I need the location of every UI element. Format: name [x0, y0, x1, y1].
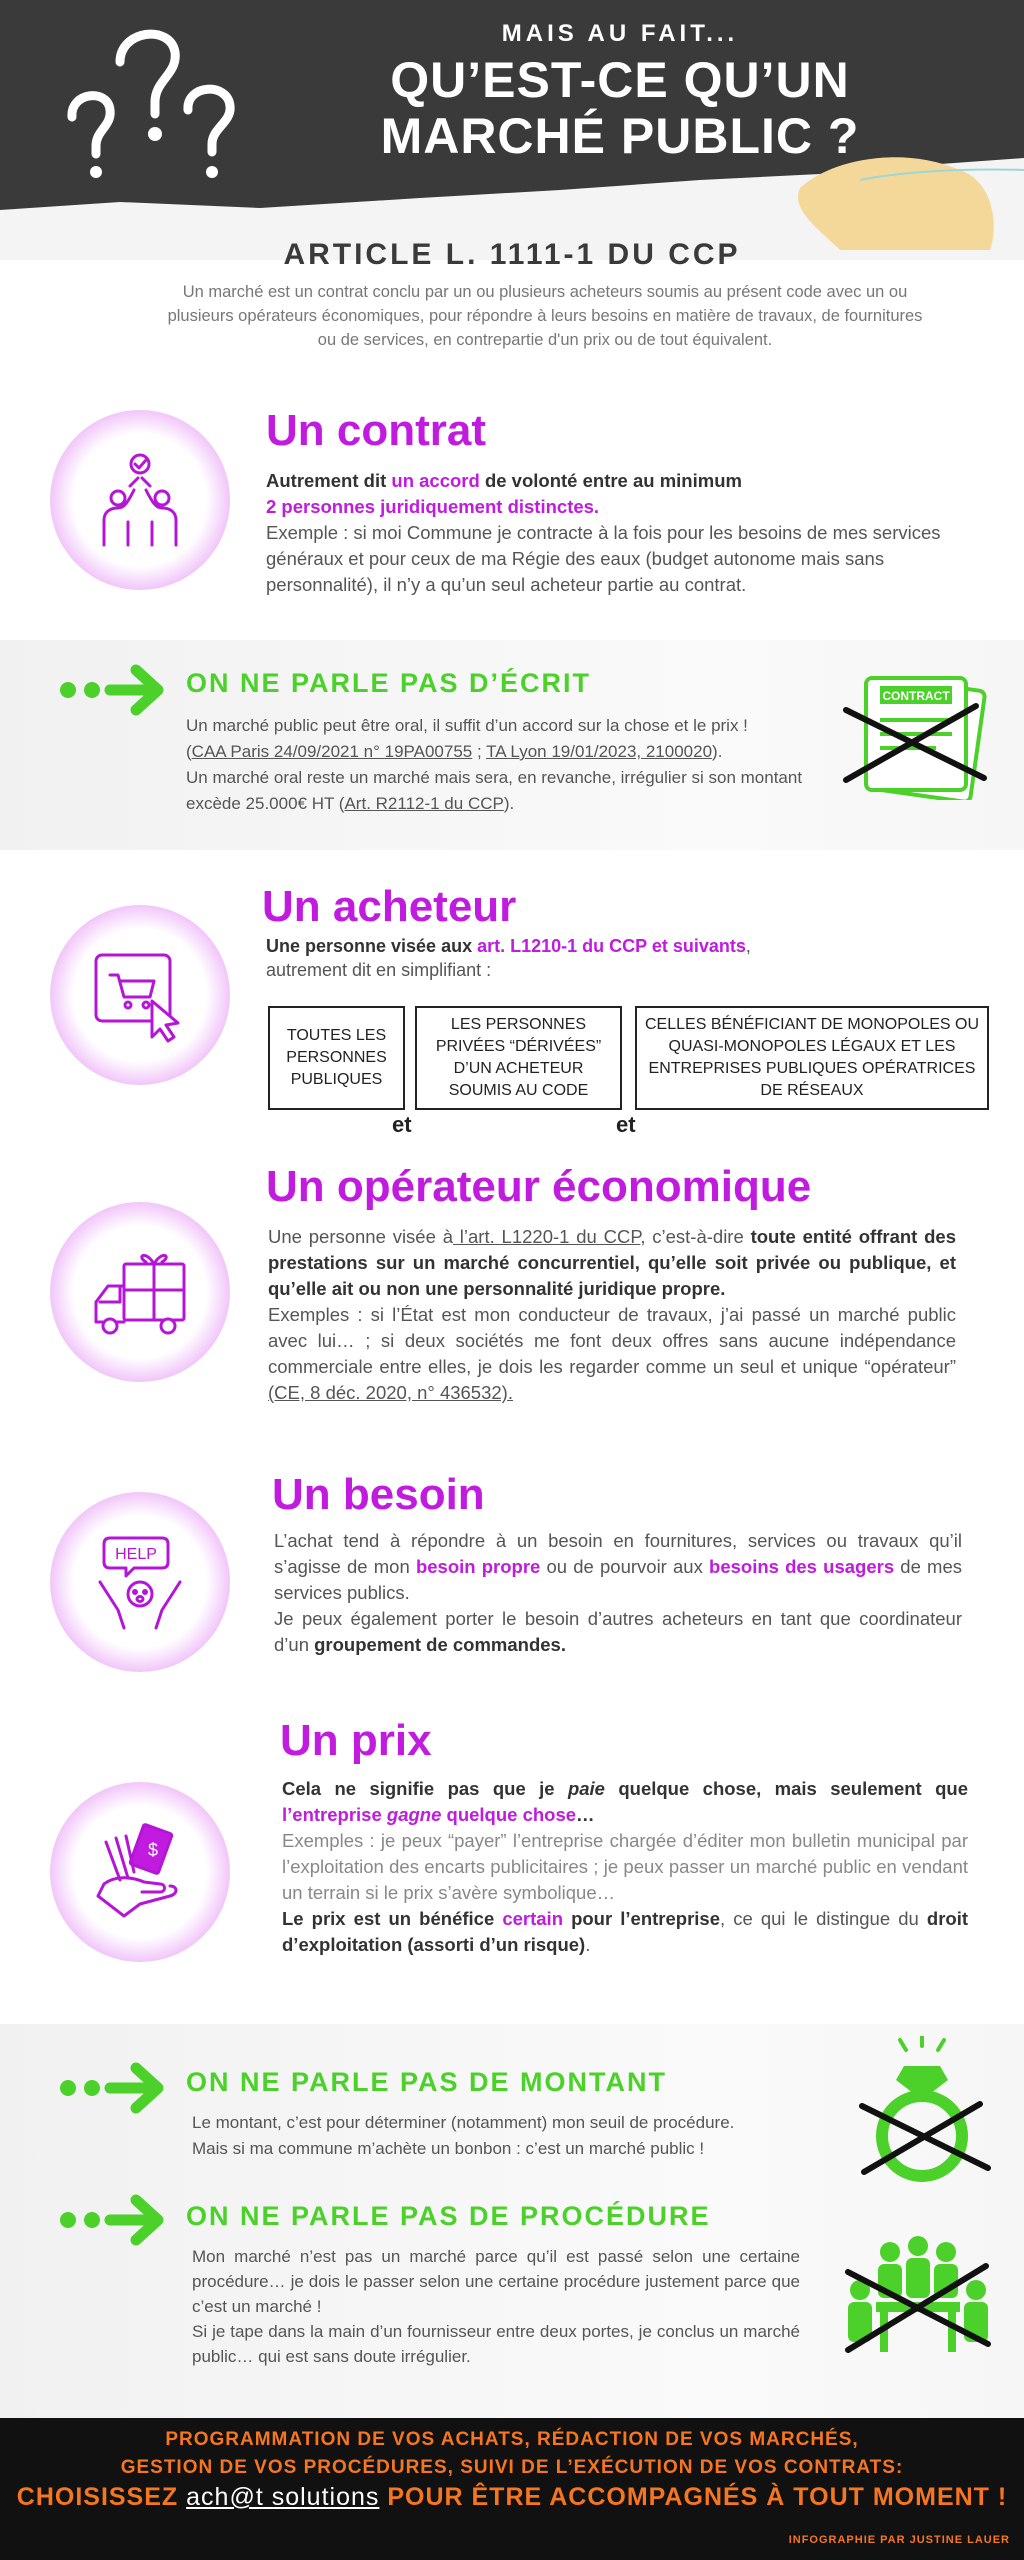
montant-l2: Mais si ma commune m’achète un bonbon : c’est un marché public ! — [192, 2139, 705, 2158]
besoin-text — [274, 1528, 962, 1658]
crossed-meeting-icon — [840, 2232, 996, 2362]
prix-p2: Exemples : je peux “payer” l’entreprise chargée d’éditer mon bulletin municipal par l’exploitation des encarts publicitaires ; je peux passer un marché public en vendant un terrain si le prix s’avère symbolique… — [282, 1830, 968, 1903]
acheteur-l2: autrement dit en simplifiant : — [266, 960, 492, 980]
contrat-icon-circle — [50, 410, 230, 590]
page-title-line1: QU’EST-CE QU’UN — [390, 52, 850, 108]
acheteur-box-2: LES PERSONNES PRIVÉES “DÉRIVÉES” D’UN ACHETEUR SOUMIS AU CODE — [415, 1006, 622, 1110]
prix-p1g: … — [576, 1804, 595, 1825]
operateur-text — [268, 1224, 956, 1406]
acheteur-l1b: art. L1210-1 du CCP et suivants — [477, 936, 746, 956]
prix-title: Un prix — [280, 1716, 432, 1765]
besoin-p1c: ou de pourvoir aux — [540, 1556, 710, 1577]
crossed-ring-icon — [848, 2036, 996, 2186]
contrat-l1c: de volonté entre au minimum — [479, 470, 742, 491]
contrat-title: Un contrat — [266, 406, 486, 455]
footer-cta-b: POUR ÊTRE ACCOMPAGNÉS À TOUT MOMENT ! — [379, 2483, 1008, 2511]
procedure-p1: Mon marché n’est pas un marché parce qu’il est passé selon une certaine procédure… je dois le passer selon une certaine procédure justement parce que c’est un marché ! — [192, 2247, 800, 2316]
prix-p1f: quelque chose — [441, 1804, 577, 1825]
acheteur-l1c: , — [745, 936, 751, 956]
operateur-icon-circle — [50, 1202, 230, 1382]
prix-p1c: quelque chose, mais seulement que — [604, 1778, 968, 1799]
ecrit-ref1[interactable]: CAA Paris 24/09/2021 n° 19PA00755 — [191, 742, 473, 761]
prix-p1d: l’entreprise — [282, 1804, 387, 1825]
footer-cta — [0, 2483, 1024, 2512]
besoin-title: Un besoin — [272, 1470, 485, 1519]
montant-text — [192, 2110, 852, 2162]
green-arrow-icon — [58, 2190, 168, 2250]
prix-p3b: certain — [502, 1908, 563, 1929]
footer-services — [0, 2426, 1024, 2482]
prix-p3a: Le prix est un bénéfice — [282, 1908, 503, 1929]
ecrit-l3: Un marché oral reste un marché mais sera, en revanche, irrégulier si son montant excède 25.000€ HT ( — [186, 768, 803, 813]
acheteur-connector-2: et — [616, 1112, 636, 1137]
ecrit-ref-close: ). — [712, 742, 723, 761]
page-title-line2: MARCHÉ PUBLIC ? — [380, 108, 860, 164]
operateur-p1a: Une personne visée à — [268, 1226, 453, 1247]
ecrit-l1: Un marché public peut être oral, il suffit d’un accord sur la chose et le prix ! — [186, 716, 748, 735]
contrat-l2: 2 personnes juridiquement distinctes. — [266, 496, 600, 517]
crossed-contract-icon — [836, 670, 992, 800]
procedure-title: ON NE PARLE PAS DE PROCÉDURE — [186, 2201, 711, 2231]
contrat-example: Exemple : si moi Commune je contracte à la fois pour les besoins de mes services généraux et pour ceux de ma Régie des eaux (budget autonome mais sans personnalité), il n’y a qu’un seul acheteur partie au contrat. — [266, 522, 941, 595]
acheteur-icon-circle — [50, 905, 230, 1085]
ecrit-ref-open: ( — [186, 742, 192, 761]
prix-text — [282, 1776, 968, 1958]
prix-p3c: pour l’entreprise — [563, 1908, 720, 1929]
green-arrow-icon — [58, 2058, 168, 2118]
ecrit-ref-sep: ; — [472, 742, 487, 761]
acheteur-text — [266, 934, 986, 982]
shopping-cart-icon — [90, 945, 190, 1045]
contract-stamp-text: CONTRACT — [882, 689, 950, 703]
acheteur-box-3: CELLES BÉNÉFICIANT DE MONOPOLES OU QUASI-MONOPOLES LÉGAUX ET LES ENTREPRISES PUBLIQUES OPÉRATRICES DE RÉSEAUX — [635, 1006, 989, 1110]
footer-line2: GESTION DE VOS PROCÉDURES, SUIVI DE L’EXÉCUTION DE VOS CONTRATS: — [120, 2457, 904, 2478]
acheteur-box-1: TOUTES LES PERSONNES PUBLIQUES — [268, 1006, 405, 1110]
help-bubble-text: HELP — [115, 1546, 157, 1563]
besoin-p2a: Je peux également porter le besoin d’autres acheteurs en tant que coordinateur d’un — [274, 1608, 962, 1655]
page-title — [250, 52, 990, 164]
ecrit-title: ON NE PARLE PAS D’ÉCRIT — [186, 668, 592, 698]
footer-credit: INFOGRAPHIE PAR JUSTINE LAUER — [788, 2534, 1010, 2546]
contrat-l1a: Autrement dit — [266, 470, 392, 491]
ecrit-ref3[interactable]: Art. R2112-1 du CCP — [344, 794, 504, 813]
article-text: Un marché est un contrat conclu par un ou plusieurs acheteurs soumis au présent code avec un ou plusieurs opérateurs économiques, pour répondre à leurs besoins en matière de travaux, de fournitures ou de services, en contrepartie d'un prix ou de tout équivalent. — [167, 283, 923, 349]
green-arrow-icon — [58, 660, 168, 720]
prix-p3f: . — [585, 1934, 591, 1955]
article-title: ARTICLE L. 1111-1 DU CCP — [283, 238, 741, 271]
footer-cta-a: CHOISISSEZ — [16, 2483, 187, 2511]
prix-p3e: droit d’exploitation (assorti d’un risque) — [282, 1908, 968, 1955]
help-person-icon — [90, 1532, 190, 1632]
acheteur-connector-1: et — [392, 1112, 412, 1137]
besoin-p2b: groupement de commandes. — [314, 1634, 566, 1655]
montant-l1: Le montant, c’est pour déterminer (notamment) mon seuil de procédure. — [192, 2113, 735, 2132]
ecrit-text — [186, 713, 836, 817]
acheteur-l1a: Une personne visée aux — [266, 936, 478, 956]
besoin-p1d: besoins des usagers — [709, 1556, 895, 1577]
besoin-icon-circle — [50, 1492, 230, 1672]
operateur-p2: Exemples : si l’État est mon conducteur de travaux, j’ai passé un marché public avec lui… ; si deux sociétés me font deux offres sans aucune indépendance commerciale entre elles, je dois les regarder comme un seul et unique “opérateur” — [268, 1304, 956, 1377]
svg-text:$: $ — [147, 1840, 159, 1860]
footer-brand-link[interactable]: ach@t solutions — [186, 2483, 380, 2511]
prix-p1b: paie — [567, 1778, 605, 1799]
prix-p3d: , ce qui le distingue du — [720, 1908, 927, 1929]
besoin-p1e: de mes services publics. — [274, 1556, 962, 1603]
operateur-ref1[interactable]: l’art. L1220-1 du CCP — [452, 1226, 641, 1247]
delivery-truck-icon — [90, 1242, 190, 1342]
procedure-text — [192, 2244, 800, 2369]
ecrit-l3-end: ). — [503, 794, 515, 813]
operateur-ref2[interactable]: (CE, 8 déc. 2020, n° 436532). — [268, 1382, 513, 1403]
question-marks-icon — [60, 22, 260, 192]
besoin-p1b: besoin propre — [415, 1556, 541, 1577]
prix-icon-circle — [50, 1782, 230, 1962]
prix-p1e: gagne — [386, 1804, 442, 1825]
header-kicker: MAIS AU FAIT... — [501, 20, 739, 47]
montant-title: ON NE PARLE PAS DE MONTANT — [186, 2067, 668, 2097]
footer-line1: PROGRAMMATION DE VOS ACHATS, RÉDACTION DE VOS MARCHÉS, — [165, 2429, 859, 2450]
operateur-p1-bold: toute entité offrant des prestations sur un marché concurrentiel, qu’elle soit privée ou publique, et qu’elle ait ou non une personnalité juridique propre. — [268, 1226, 957, 1299]
acheteur-title: Un acheteur — [262, 882, 517, 931]
operateur-p1b: , c’est-à-dire — [640, 1226, 751, 1247]
contrat-l1b: un accord — [391, 470, 480, 491]
operateur-title: Un opérateur économique — [266, 1162, 812, 1211]
high-five-icon — [90, 450, 190, 550]
hand-money-icon — [90, 1822, 190, 1922]
prix-p1a: Cela ne signifie pas que je — [282, 1778, 568, 1799]
ecrit-ref2[interactable]: TA Lyon 19/01/2023, 2100020 — [486, 742, 713, 761]
besoin-p1a: L’achat tend à répondre à un besoin en fournitures, services ou travaux qu’il s’agisse de mon — [274, 1530, 962, 1577]
procedure-p2: Si je tape dans la main d’un fournisseur entre deux portes, je conclus un marché public… qui est sans doute irrégulier. — [192, 2322, 800, 2366]
contrat-text — [266, 468, 966, 598]
